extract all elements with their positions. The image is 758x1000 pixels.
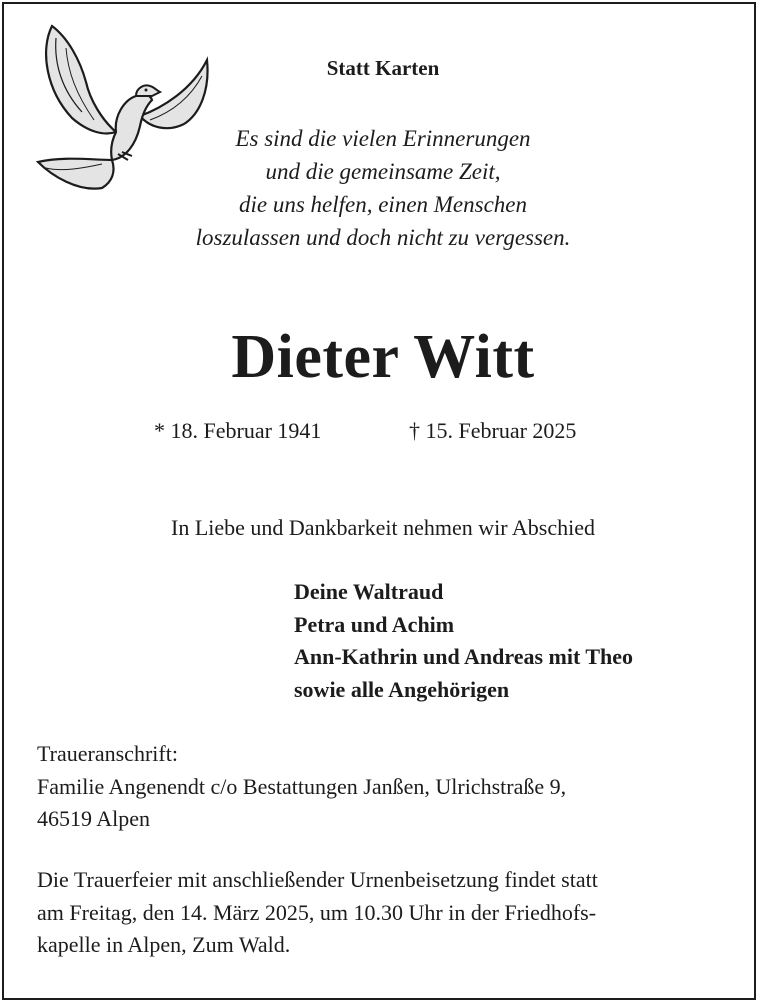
poem-line: loszulassen und doch nicht zu vergessen. (195, 225, 571, 250)
service-line: Die Trauerfeier mit anschließender Urnenbeisetzung findet statt (37, 867, 598, 892)
obituary-notice (2, 2, 756, 1000)
birth-date: * 18. Februar 1941 (154, 418, 322, 443)
mourning-address (37, 738, 566, 836)
poem (104, 122, 662, 254)
mourner-line: Petra und Achim (294, 611, 455, 637)
poem-line: und die gemeinsame Zeit, (265, 159, 501, 184)
address-label: Traueranschrift: (37, 741, 178, 766)
mourner-line: Ann-Kathrin und Andreas mit Theo (294, 644, 634, 669)
poem-line: die uns helfen, einen Menschen (238, 192, 528, 217)
address-line: Familie Angenendt c/o Bestattungen Janßen, Ulrichstraße 9, (37, 773, 567, 799)
address-line: 46519 Alpen (37, 806, 151, 831)
mourner-line: Deine Waltraud (294, 579, 444, 604)
service-line: kapelle in Alpen, Zum Wald. (37, 932, 291, 957)
mourners-list (294, 576, 633, 706)
service-line: am Freitag, den 14. März 2025, um 10.30 Uhr in der Friedhofs- (37, 899, 597, 925)
farewell-text: In Liebe und Dankbarkeit nehmen wir Abschied (171, 515, 595, 540)
deceased-name: Dieter Witt (231, 323, 535, 391)
death-date: † 15. Februar 2025 (409, 418, 577, 443)
header-label: Statt Karten (326, 56, 440, 80)
service-details (37, 864, 598, 962)
mourner-line: sowie alle Angehörigen (294, 676, 510, 702)
poem-line: Es sind die vielen Erinnerungen (235, 126, 531, 151)
